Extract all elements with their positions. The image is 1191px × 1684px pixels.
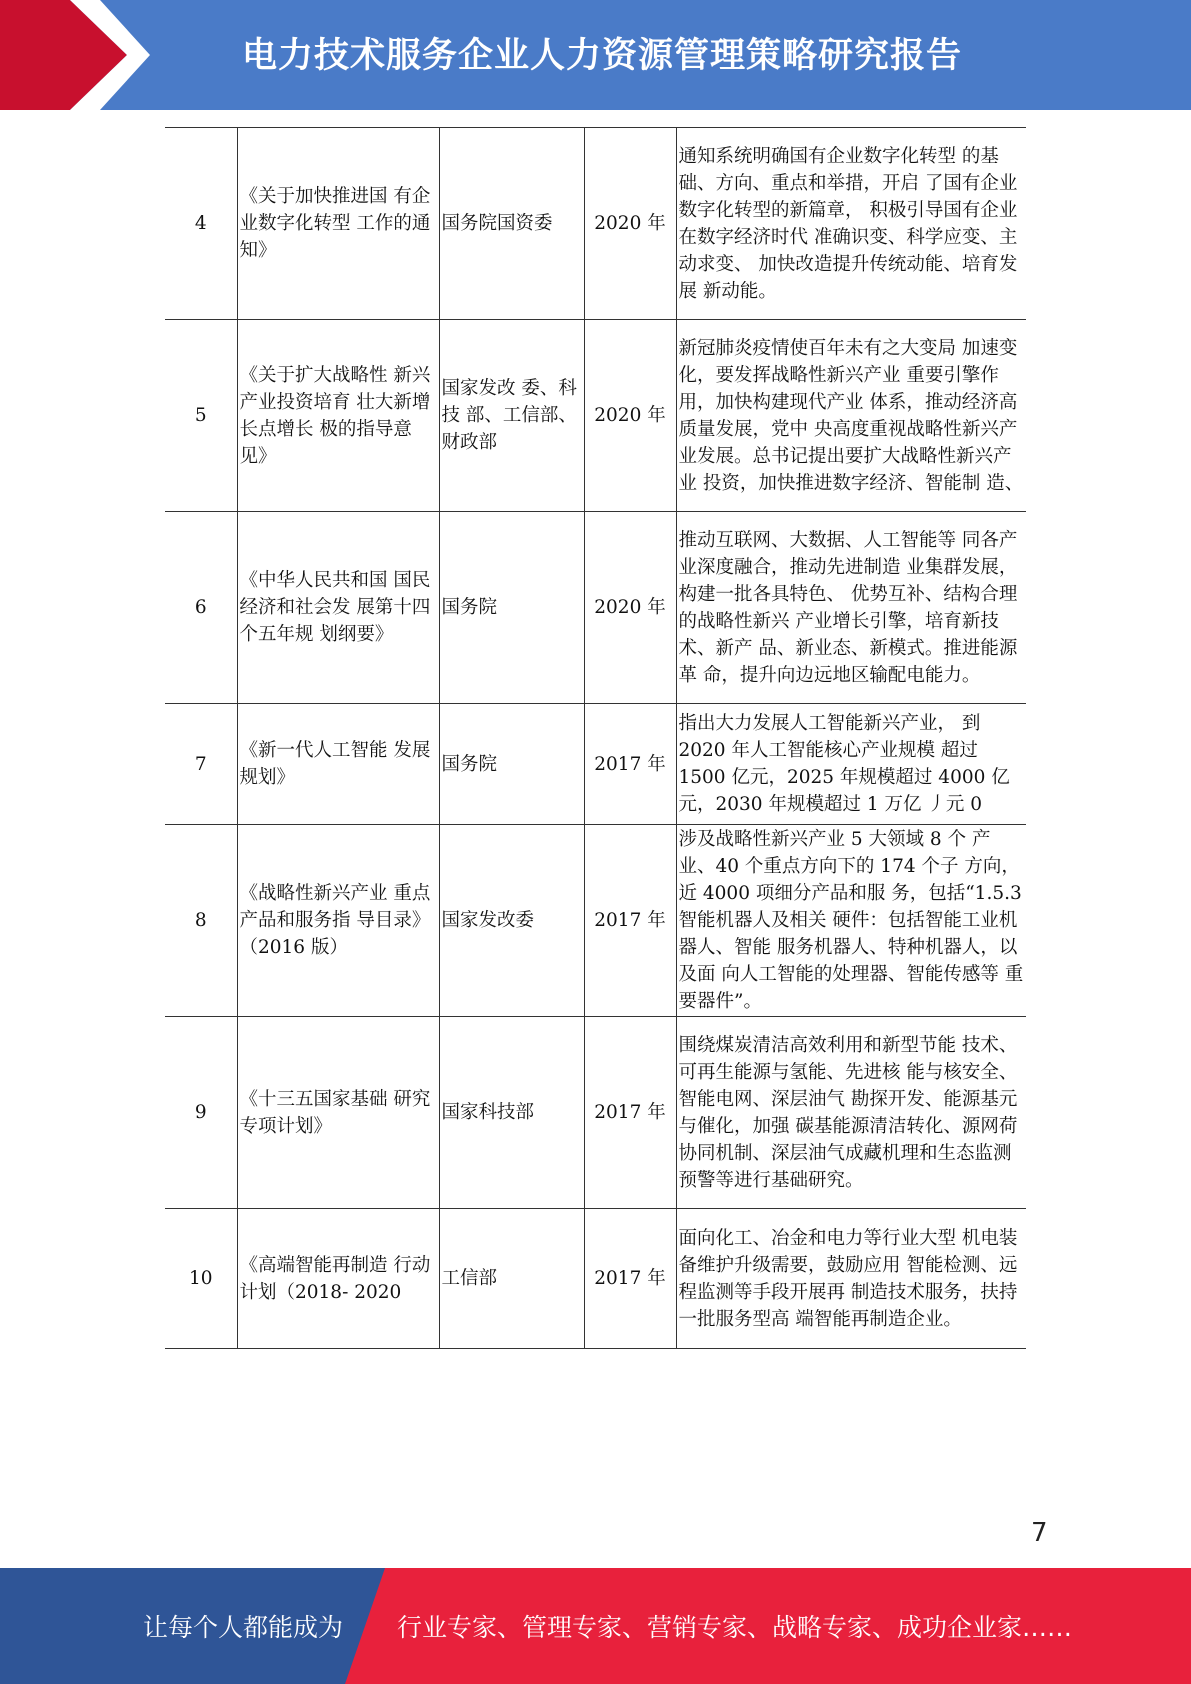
policy-name: 《战略性新兴产业 重点产品和服务指 导目录》（2016 版） <box>237 825 439 1017</box>
policy-description: 围绕煤炭清洁高效利用和新型节能 技术、可再生能源与氢能、先进核 能与核安全、智能电网、深层油气 勘探开发、能源基元与催化，加强 碳基能源清洁转化、源网荷协同机制、深层油气成藏机理和生态监测 预警等进行基础研究。 <box>676 1017 1026 1209</box>
policy-name: 《十三五国家基础 研究专项计划》 <box>237 1017 439 1209</box>
issuing-department: 国务院 <box>439 704 584 825</box>
row-number: 8 <box>165 825 237 1017</box>
issue-year: 2017 年 <box>584 825 676 1017</box>
policy-description: 面向化工、冶金和电力等行业大型 机电装备维护升级需要，鼓励应用 智能检测、远程监测等手段开展再 制造技术服务，扶持一批服务型高 端智能再制造企业。 <box>676 1209 1026 1349</box>
policy-name: 《关于扩大战略性 新兴产业投资培育 壮大新增长点增长 极的指导意见》 <box>237 320 439 512</box>
page-number: 7 <box>1031 1518 1048 1548</box>
table-row <box>165 825 1026 1017</box>
page-header <box>0 0 1191 110</box>
issuing-department: 国务院国资委 <box>439 128 584 320</box>
issuing-department: 国家科技部 <box>439 1017 584 1209</box>
row-number: 9 <box>165 1017 237 1209</box>
issuing-department: 国家发改 委、科技 部、工信部、财政部 <box>439 320 584 512</box>
policy-description: 通知系统明确国有企业数字化转型 的基础、方向、重点和举措，开启 了国有企业数字化转型的新篇章， 积极引导国有企业在数字经济时代 准确识变、科学应变、主动求变、 加快改造提升传统动能、培育发展 新动能。 <box>676 128 1026 320</box>
issuing-department: 国务院 <box>439 512 584 704</box>
issue-year: 2017 年 <box>584 1017 676 1209</box>
policy-description: 新冠肺炎疫情使百年未有之大变局 加速变化，要发挥战略性新兴产业 重要引擎作用，加快构建现代产业 体系，推动经济高质量发展，党中 央高度重视战略性新兴产业发展。总书记提出要扩大战略性新兴产业 投资，加快推进数字经济、智能制 造、 <box>676 320 1026 512</box>
issue-year: 2017 年 <box>584 1209 676 1349</box>
table-row <box>165 512 1026 704</box>
footer-slogan-roles: 行业专家、管理专家、营销专家、战略专家、成功企业家…… <box>397 1613 1073 1642</box>
policy-description: 指出大力发展人工智能新兴产业， 到 2020 年人工智能核心产业规模 超过 1500 亿元，2025 年规模超过 4000 亿元，2030 年规模超过 1 万亿 丿元 0 <box>676 704 1026 825</box>
issuing-department: 国家发改委 <box>439 825 584 1017</box>
table-row <box>165 704 1026 825</box>
table-row <box>165 1017 1026 1209</box>
issuing-department: 工信部 <box>439 1209 584 1349</box>
issue-year: 2020 年 <box>584 320 676 512</box>
policy-name: 《关于加快推进国 有企业数字化转型 工作的通知》 <box>237 128 439 320</box>
table-row <box>165 128 1026 320</box>
row-number: 5 <box>165 320 237 512</box>
row-number: 6 <box>165 512 237 704</box>
policy-table <box>165 127 1026 1349</box>
policy-name: 《中华人民共和国 国民经济和社会发 展第十四个五年规 划纲要》 <box>237 512 439 704</box>
policy-description: 推动互联网、大数据、人工智能等 同各产业深度融合，推动先进制造 业集群发展，构建一批各具特色、 优势互补、结构合理的战略性新兴 产业增长引擎，培育新技术、新产 品、新业态、新模式。推进能源革 命，提升向边远地区输配电能力。 <box>676 512 1026 704</box>
policy-name: 《新一代人工智能 发展规划》 <box>237 704 439 825</box>
table-row <box>165 320 1026 512</box>
issue-year: 2020 年 <box>584 512 676 704</box>
row-number: 10 <box>165 1209 237 1349</box>
issue-year: 2017 年 <box>584 704 676 825</box>
table-row <box>165 1209 1026 1349</box>
report-title: 电力技术服务企业人力资源管理策略研究报告 <box>242 36 963 76</box>
footer-slogan-lead: 让每个人都能成为 <box>143 1613 344 1642</box>
page-footer <box>0 1568 1191 1684</box>
policy-description: 涉及战略性新兴产业 5 大领域 8 个 产业、40 个重点方向下的 174 个子 方向，近 4000 项细分产品和服 务，包括“1.5.3 智能机器人及相关 硬件：包括智能工业机器人、智能 服务机器人、特种机器人，以及面 向人工智能的处理器、智能传感等 重要器件”。 <box>676 825 1026 1017</box>
policy-name: 《高端智能再制造 行动计划（2018- 2020 <box>237 1209 439 1349</box>
row-number: 4 <box>165 128 237 320</box>
row-number: 7 <box>165 704 237 825</box>
issue-year: 2020 年 <box>584 128 676 320</box>
